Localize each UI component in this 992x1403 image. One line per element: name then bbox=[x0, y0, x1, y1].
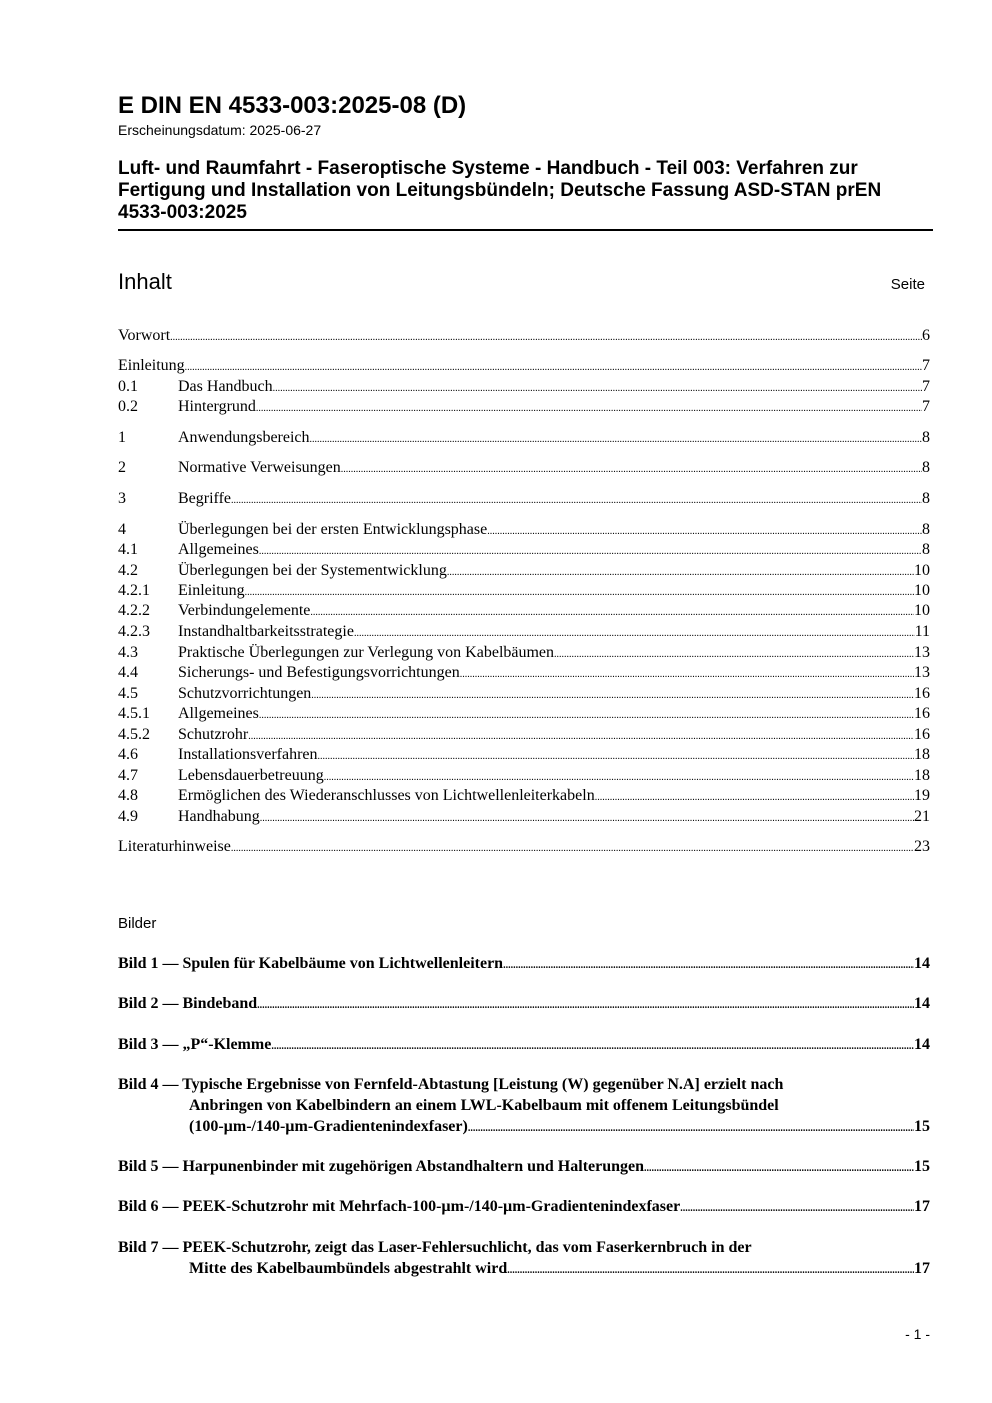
toc-entry-number: 2 bbox=[118, 459, 126, 476]
toc-entry-page: 23 bbox=[914, 837, 930, 859]
toc-entry-page: 10 bbox=[914, 581, 930, 603]
toc-entry-page: 8 bbox=[922, 428, 930, 450]
toc-entry-page: 8 bbox=[922, 489, 930, 511]
toc-entry-page: 7 bbox=[922, 377, 930, 399]
dot-leader bbox=[310, 428, 922, 450]
document-number: E DIN EN 4533-003:2025-08 (D) bbox=[118, 92, 467, 119]
dot-leader bbox=[259, 540, 922, 562]
toc-entry-page: 13 bbox=[914, 663, 930, 685]
document-title: Luft- und Raumfahrt - Faseroptische Systeme - Handbuch - Teil 003: Verfahren zur Fertigung und Installation von Leitungsbündeln; Deutsche Fassung ASD-STAN prEN 4533-003:2025 bbox=[118, 158, 882, 223]
dot-leader bbox=[324, 766, 914, 788]
dot-leader bbox=[310, 601, 914, 623]
toc-entry-label: Das Handbuch bbox=[178, 377, 273, 399]
toc-entry-page: 18 bbox=[914, 766, 930, 788]
toc-entry[interactable] bbox=[118, 663, 930, 683]
toc-entry-number: 4.3 bbox=[118, 644, 138, 661]
dot-leader bbox=[354, 622, 915, 644]
toc-entry[interactable] bbox=[118, 428, 930, 448]
toc-entry-number: 4 bbox=[118, 521, 126, 538]
toc-entry[interactable] bbox=[118, 489, 930, 509]
toc-entry-number: 4.5.1 bbox=[118, 705, 150, 722]
dot-leader bbox=[185, 356, 922, 378]
dot-leader bbox=[554, 643, 914, 665]
figure-entry-line: Bild 4 — Typische Ergebnisse von Fernfeld-Abtastung [Leistung (W) gegenüber N.A] erzielt nach bbox=[118, 1076, 784, 1093]
dot-leader bbox=[447, 561, 914, 583]
figure-entry[interactable] bbox=[118, 1157, 930, 1178]
toc-entry-label: Handhabung bbox=[178, 807, 260, 829]
dot-leader bbox=[231, 489, 922, 511]
publication-date: Erscheinungsdatum: 2025-06-27 bbox=[118, 122, 322, 138]
dot-leader bbox=[245, 581, 914, 603]
toc-entry-number: 1 bbox=[118, 429, 126, 446]
figure-entry-page: 17 bbox=[914, 1197, 930, 1219]
toc-entry[interactable] bbox=[118, 458, 930, 478]
dot-leader bbox=[311, 684, 914, 706]
toc-entry[interactable] bbox=[118, 807, 930, 827]
dot-leader bbox=[460, 663, 914, 685]
toc-entry-label: Überlegungen bei der ersten Entwicklungsphase bbox=[178, 520, 487, 542]
toc-entry-number: 4.5 bbox=[118, 685, 138, 702]
toc-entry[interactable] bbox=[118, 601, 930, 621]
figure-entry-page: 14 bbox=[914, 1035, 930, 1057]
toc-entry-label: Lebensdauerbetreuung bbox=[178, 766, 324, 788]
figure-entry[interactable] bbox=[118, 1197, 930, 1218]
dot-leader bbox=[487, 520, 922, 542]
toc-entry-label: Praktische Überlegungen zur Verlegung von Kabelbäumen bbox=[178, 643, 554, 665]
toc-entry-label: Einleitung bbox=[118, 356, 185, 378]
toc-entry-label: Verbindungelemente bbox=[178, 601, 310, 623]
toc-entry-label: Schutzvorrichtungen bbox=[178, 684, 311, 706]
figure-entry-page: 14 bbox=[914, 954, 930, 976]
toc-entry[interactable] bbox=[118, 356, 930, 376]
toc-entry-page: 6 bbox=[922, 326, 930, 348]
dot-leader bbox=[273, 377, 922, 399]
toc-entry-label: Ermöglichen des Wiederanschlusses von Lichtwellenleiterkabeln bbox=[178, 786, 595, 808]
dot-leader bbox=[318, 745, 915, 767]
toc-entry-label: Allgemeines bbox=[178, 540, 259, 562]
toc-entry-number: 4.2 bbox=[118, 562, 138, 579]
dot-leader bbox=[644, 1157, 914, 1179]
figure-entry[interactable] bbox=[118, 954, 930, 975]
toc-entry-label: Literaturhinweise bbox=[118, 837, 231, 859]
toc-entry[interactable] bbox=[118, 745, 930, 765]
toc-entry-page: 13 bbox=[914, 643, 930, 665]
toc-entry-label: Instandhaltbarkeitsstrategie bbox=[178, 622, 354, 644]
figure-entry-line: Bild 1 — Spulen für Kabelbäume von Lichtwellenleitern bbox=[118, 954, 503, 976]
page-column-label: Seite bbox=[890, 276, 925, 293]
toc-entry-number: 4.6 bbox=[118, 746, 138, 763]
figure-entry-line: Bild 3 — „P“-Klemme bbox=[118, 1035, 271, 1057]
dot-leader bbox=[248, 725, 914, 747]
dot-leader bbox=[341, 458, 922, 480]
toc-entry-number: 3 bbox=[118, 490, 126, 507]
toc-entry-label: Installationsverfahren bbox=[178, 745, 318, 767]
dot-leader bbox=[680, 1197, 914, 1219]
toc-entry[interactable] bbox=[118, 377, 930, 397]
toc-entry-label: Normative Verweisungen bbox=[178, 458, 341, 480]
page-number: - 1 - bbox=[905, 1326, 930, 1342]
toc-entry-page: 19 bbox=[914, 786, 930, 808]
toc-entry[interactable] bbox=[118, 684, 930, 704]
dot-leader bbox=[259, 704, 914, 726]
figure-entry-line: (100-µm-/140-µm-Gradientenindexfaser) bbox=[189, 1117, 468, 1139]
figure-entry[interactable] bbox=[118, 994, 930, 1015]
dot-leader bbox=[468, 1117, 914, 1139]
toc-entry-number: 4.2.2 bbox=[118, 602, 150, 619]
toc-entry-page: 7 bbox=[922, 397, 930, 419]
toc-entry-label: Hintergrund bbox=[178, 397, 256, 419]
toc-entry[interactable] bbox=[118, 786, 930, 806]
toc-entry[interactable] bbox=[118, 704, 930, 724]
toc-entry-number: 4.5.2 bbox=[118, 726, 150, 743]
dot-leader bbox=[271, 1035, 914, 1057]
figure-entry-line: Bild 7 — PEEK-Schutzrohr, zeigt das Laser-Fehlersuchlicht, das vom Faserkernbruch in der bbox=[118, 1239, 752, 1256]
toc-entry-label: Sicherungs- und Befestigungsvorrichtungen bbox=[178, 663, 460, 685]
toc-entry-page: 16 bbox=[914, 684, 930, 706]
figure-entry[interactable] bbox=[118, 1238, 930, 1280]
toc-entry-number: 0.1 bbox=[118, 378, 138, 395]
toc-entry[interactable] bbox=[118, 837, 930, 857]
toc-entry-label: Vorwort bbox=[118, 326, 170, 348]
toc-entry-number: 4.9 bbox=[118, 808, 138, 825]
title-rule bbox=[118, 229, 933, 231]
toc-entry-page: 8 bbox=[922, 458, 930, 480]
toc-entry-page: 16 bbox=[914, 725, 930, 747]
dot-leader bbox=[170, 326, 922, 348]
figures-heading: Bilder bbox=[118, 915, 157, 932]
toc-entry-page: 10 bbox=[914, 561, 930, 583]
toc-entry-page: 21 bbox=[914, 807, 930, 829]
toc-entry[interactable] bbox=[118, 725, 930, 745]
figure-entry[interactable] bbox=[118, 1075, 930, 1138]
toc-entry-label: Anwendungsbereich bbox=[178, 428, 310, 450]
dot-leader bbox=[231, 837, 914, 859]
toc-entry[interactable] bbox=[118, 766, 930, 786]
dot-leader bbox=[595, 786, 914, 808]
figure-entry-page: 15 bbox=[914, 1117, 930, 1139]
toc-entry[interactable] bbox=[118, 397, 930, 417]
toc-entry-number: 4.2.3 bbox=[118, 623, 150, 640]
dot-leader bbox=[256, 397, 922, 419]
toc-entry[interactable] bbox=[118, 581, 930, 601]
dot-leader bbox=[260, 807, 914, 829]
toc-entry[interactable] bbox=[118, 520, 930, 540]
toc-entry-label: Schutzrohr bbox=[178, 725, 248, 747]
toc-entry-label: Überlegungen bei der Systementwicklung bbox=[178, 561, 447, 583]
toc-heading: Inhalt bbox=[118, 269, 172, 294]
toc-entry[interactable] bbox=[118, 622, 930, 642]
toc-entry-label: Einleitung bbox=[178, 581, 245, 603]
toc-entry-page: 8 bbox=[922, 520, 930, 542]
toc-entry-page: 16 bbox=[914, 704, 930, 726]
figure-entry-line: Bild 2 — Bindeband bbox=[118, 994, 257, 1016]
toc-entry[interactable] bbox=[118, 540, 930, 560]
figure-entry-page: 14 bbox=[914, 994, 930, 1016]
figure-entry-line: Mitte des Kabelbaumbündels abgestrahlt wird bbox=[189, 1259, 507, 1281]
figure-entry-line: Bild 6 — PEEK-Schutzrohr mit Mehrfach-100-µm-/140-µm-Gradientenindexfaser bbox=[118, 1197, 680, 1219]
dot-leader bbox=[507, 1259, 914, 1281]
toc-entry-label: Begriffe bbox=[178, 489, 231, 511]
figure-entry-page: 15 bbox=[914, 1157, 930, 1179]
toc-entry-number: 4.8 bbox=[118, 787, 138, 804]
toc-entry-number: 4.2.1 bbox=[118, 582, 150, 599]
figure-entry-line: Anbringen von Kabelbindern an einem LWL-Kabelbaum mit offenem Leitungsbündel bbox=[189, 1097, 779, 1114]
toc-entry-page: 8 bbox=[922, 540, 930, 562]
figure-entry-line: Bild 5 — Harpunenbinder mit zugehörigen Abstandhaltern und Halterungen bbox=[118, 1157, 644, 1179]
toc-entry[interactable] bbox=[118, 561, 930, 581]
toc-entry-number: 0.2 bbox=[118, 398, 138, 415]
toc-entry[interactable] bbox=[118, 326, 930, 346]
toc-entry-page: 11 bbox=[915, 622, 930, 644]
toc-entry-number: 4.1 bbox=[118, 541, 138, 558]
toc-entry-page: 18 bbox=[914, 745, 930, 767]
toc-entry[interactable] bbox=[118, 643, 930, 663]
figure-entry-page: 17 bbox=[914, 1259, 930, 1281]
dot-leader bbox=[503, 954, 914, 976]
figure-entry[interactable] bbox=[118, 1035, 930, 1056]
toc-entry-number: 4.7 bbox=[118, 767, 138, 784]
toc-entry-page: 10 bbox=[914, 601, 930, 623]
toc-entry-number: 4.4 bbox=[118, 664, 138, 681]
dot-leader bbox=[257, 994, 914, 1016]
toc-entry-label: Allgemeines bbox=[178, 704, 259, 726]
toc-entry-page: 7 bbox=[922, 356, 930, 378]
